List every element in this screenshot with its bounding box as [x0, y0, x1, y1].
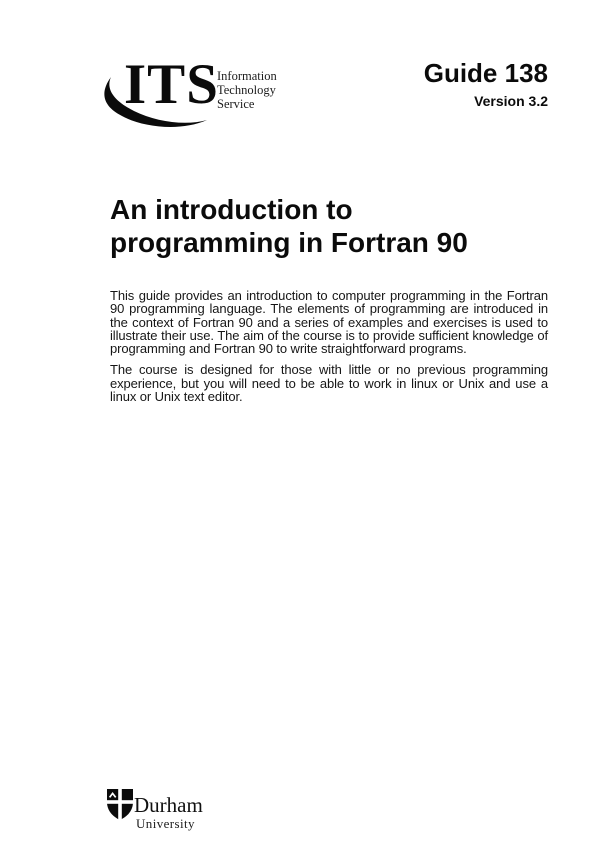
its-acronym: ITS: [124, 53, 219, 116]
university-name: Durham: [134, 793, 203, 817]
guide-version: Version 3.2: [474, 93, 548, 109]
its-service-line-2: Technology: [217, 82, 276, 97]
its-service-text: [217, 70, 277, 111]
page-title-line-1: An introduction to: [110, 194, 353, 225]
shield-cross-vertical: [118, 789, 122, 820]
guide-number: Guide 138: [423, 58, 548, 88]
university-subtitle: University: [136, 816, 195, 831]
guide-info: [424, 60, 548, 109]
its-service-line-1: Information: [217, 69, 277, 83]
its-logo: [98, 48, 343, 148]
page-title: [110, 193, 468, 259]
page-title-line-2: programming in Fortran 90: [110, 227, 468, 258]
durham-shield-icon: [107, 789, 133, 820]
durham-university-logo: [107, 789, 237, 837]
intro-paragraph-2: The course is designed for those with little or no previous programming experience, but you will need to be able to work in linux or Unix and use a linux or Unix text editor.: [110, 362, 548, 405]
shield-cross-horizontal: [107, 800, 133, 804]
intro-text: [110, 289, 548, 411]
its-service-line-3: Service: [217, 96, 255, 111]
intro-paragraph-1: This guide provides an introduction to computer programming in the Fortran 90 programming language. The elements of programming are introduced in the context of Fortran 90 and a series of examples and exercises is used to illustrate their use. The aim of the course is to provide sufficient knowledge of programming and Fortran 90 to write straightforward programs.: [110, 288, 548, 357]
